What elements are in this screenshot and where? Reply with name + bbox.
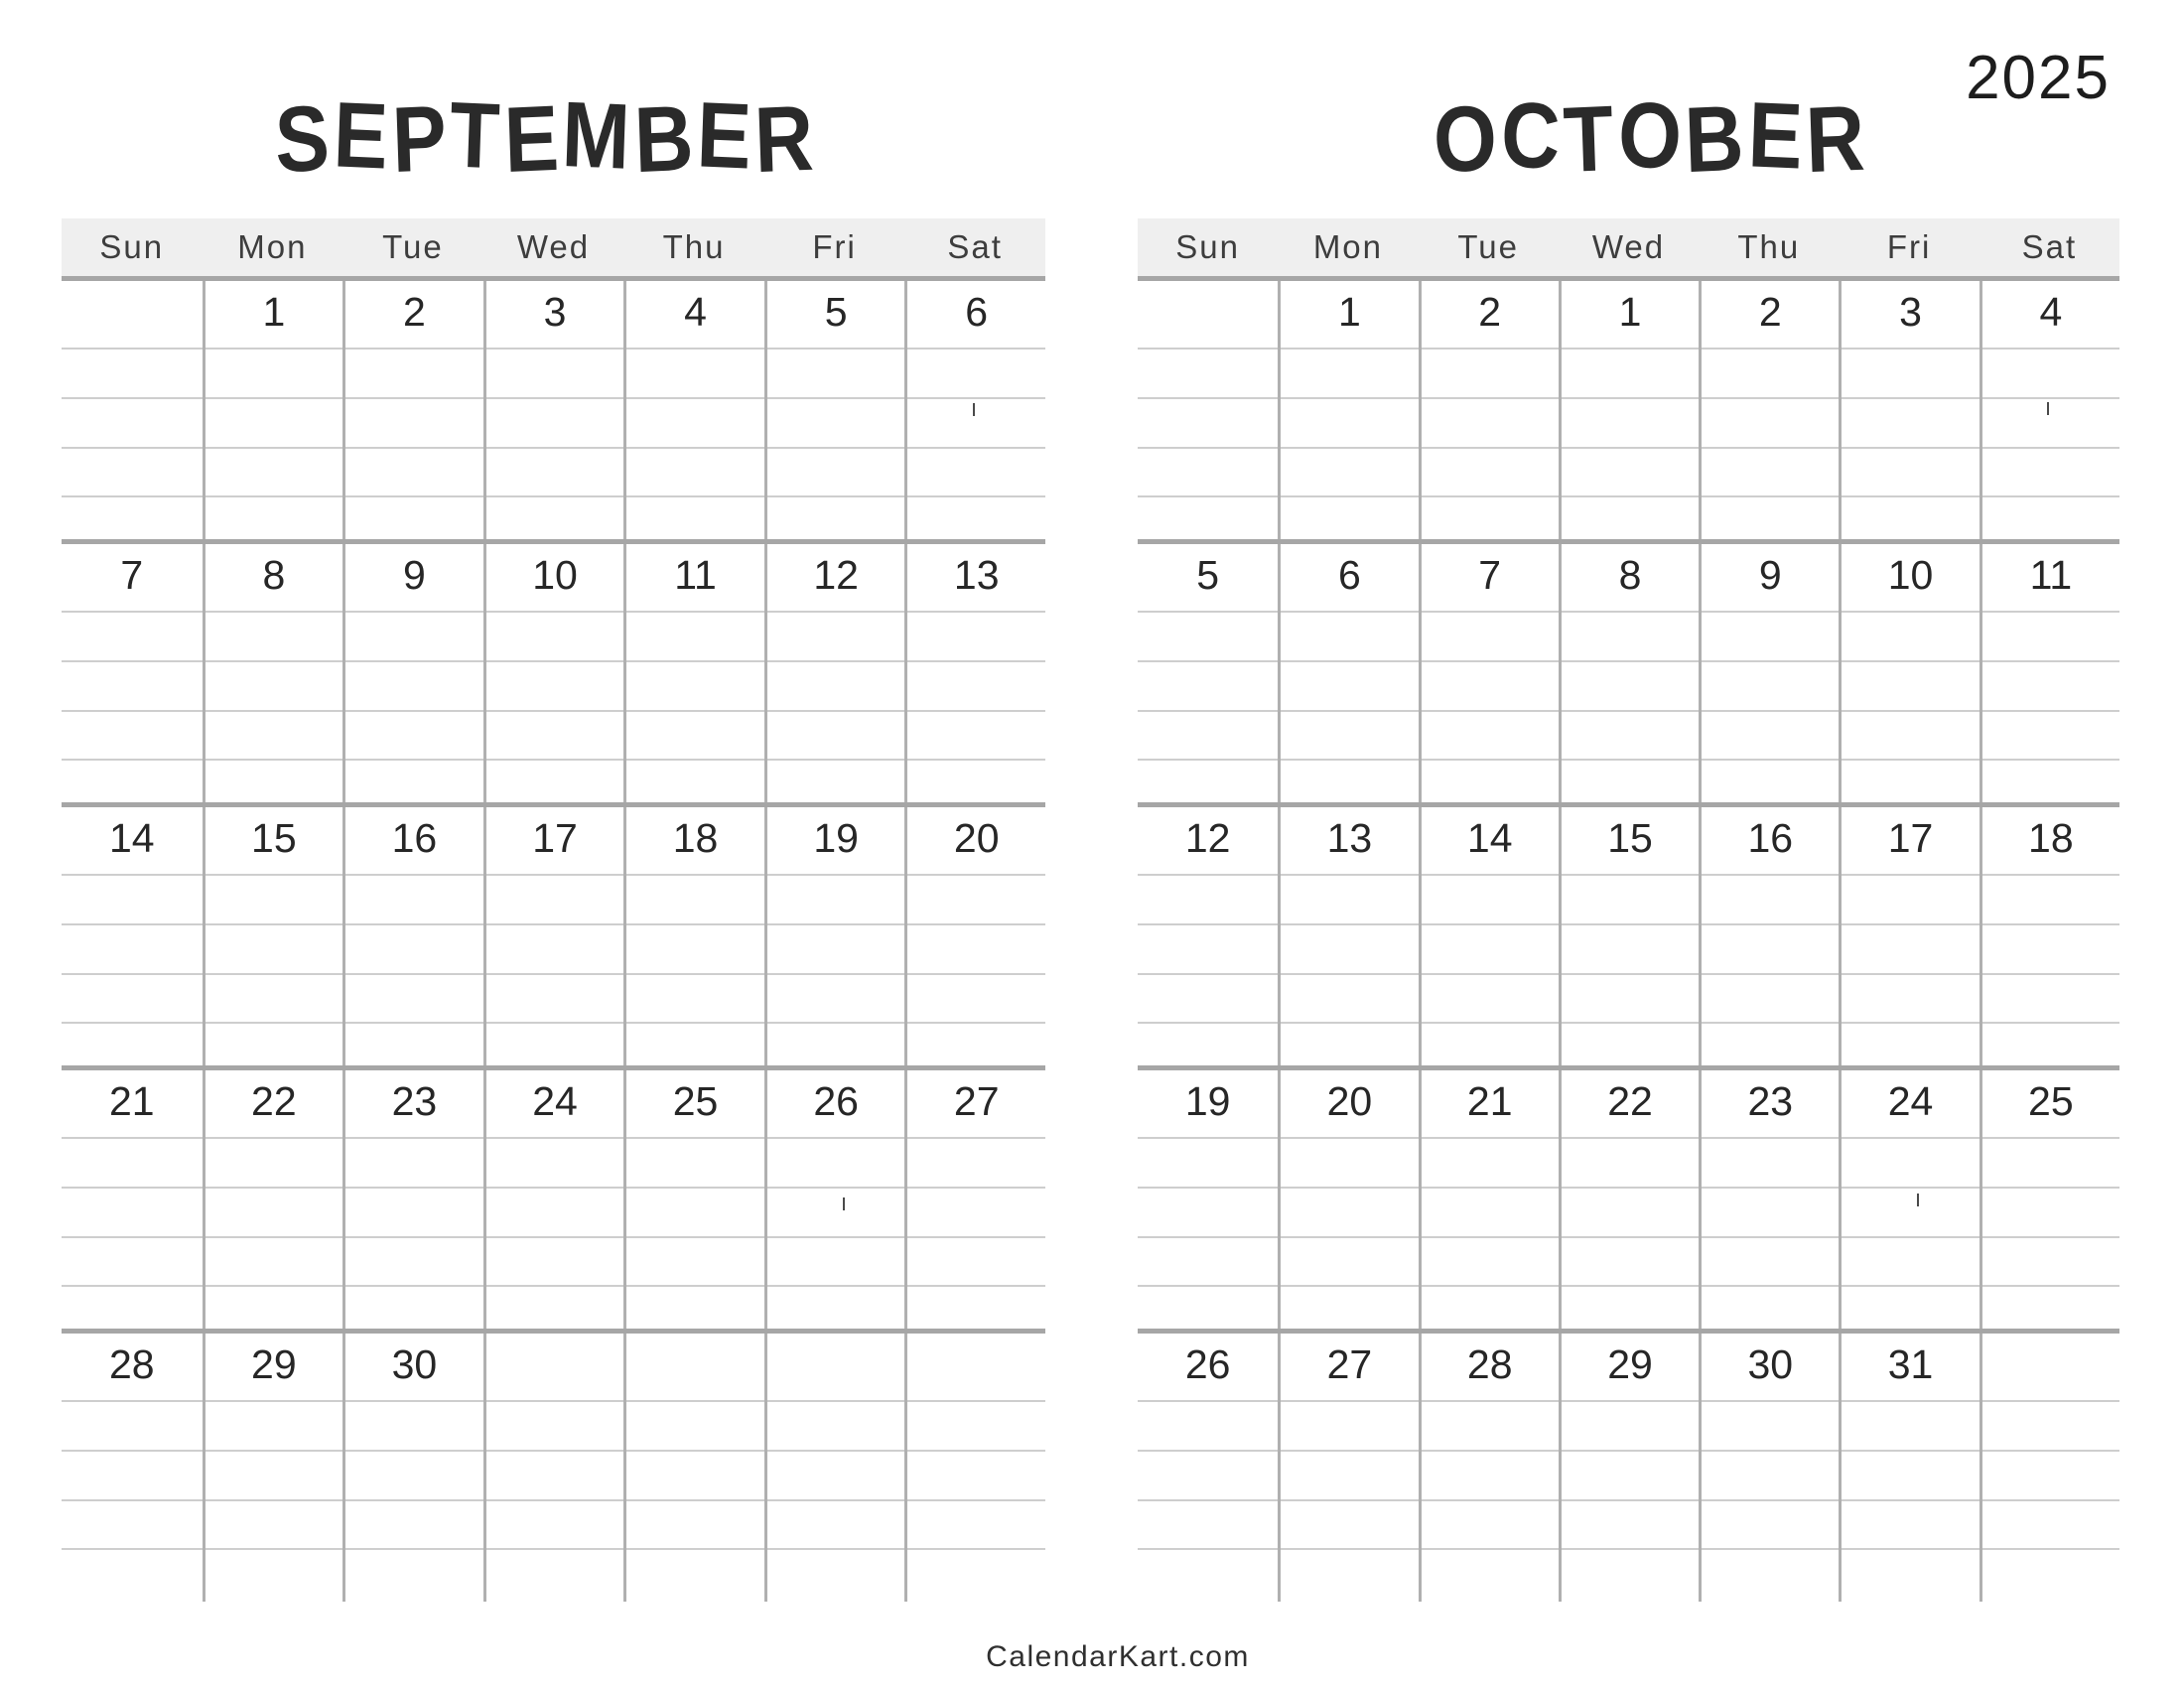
day-cell	[904, 807, 1045, 1065]
date-number: 3	[1899, 289, 1922, 335]
date-number: 9	[1758, 552, 1782, 598]
day-cell	[342, 1070, 483, 1329]
stray-tick-mark	[1917, 1194, 1919, 1206]
week-cells	[1138, 544, 2119, 802]
date-number: 21	[108, 1078, 155, 1124]
day-cell	[62, 1070, 203, 1329]
day-of-week-label: Tue	[382, 228, 444, 265]
week-cells	[62, 544, 1045, 802]
day-cell	[483, 1070, 624, 1329]
date-number: 3	[543, 289, 567, 335]
day-cell	[203, 1334, 343, 1602]
date-number: 11	[674, 552, 717, 598]
week-cells	[1138, 1334, 2119, 1602]
day-cell	[203, 807, 343, 1065]
day-cell	[1839, 807, 1979, 1065]
date-number: 30	[391, 1341, 438, 1387]
day-of-week-label: Sun	[1175, 228, 1240, 265]
date-number: 23	[391, 1078, 438, 1124]
date-number: 1	[1338, 289, 1361, 335]
day-cell	[904, 1070, 1045, 1329]
date-number	[1138, 281, 1278, 292]
date-number	[767, 1334, 905, 1344]
date-number: 14	[108, 815, 155, 861]
site-credit: CalendarKart.com	[986, 1640, 1250, 1673]
day-of-week-label: Wed	[516, 228, 591, 265]
date-number: 6	[965, 289, 989, 335]
date-number: 12	[1184, 815, 1231, 861]
day-cell	[203, 1070, 343, 1329]
stray-tick-mark	[973, 403, 975, 416]
day-of-week-label: Sat	[2021, 228, 2078, 265]
day-cell	[342, 807, 483, 1065]
day-cell	[1839, 281, 1979, 539]
date-number	[62, 281, 203, 292]
month-title-letter: R	[752, 86, 820, 193]
day-cell	[1559, 281, 1699, 539]
day-cell	[1138, 281, 1278, 539]
day-cell	[1699, 807, 1839, 1065]
date-number: 27	[1326, 1341, 1373, 1387]
date-number: 1	[262, 289, 286, 335]
date-number: 17	[532, 815, 578, 861]
day-cell	[1559, 544, 1699, 802]
week-row	[62, 276, 1045, 539]
date-number: 17	[1887, 815, 1934, 861]
week-cells	[1138, 1070, 2119, 1329]
day-cell	[1138, 807, 1278, 1065]
day-cell	[904, 544, 1045, 802]
day-cell	[1138, 1070, 1278, 1329]
day-of-week-label: Mon	[237, 228, 308, 265]
day-cell	[62, 807, 203, 1065]
month-title-letter: E	[501, 86, 564, 193]
day-cell	[1559, 1070, 1699, 1329]
year-label: 2025	[1966, 44, 2111, 112]
day-cell	[1699, 544, 1839, 802]
date-number: 24	[532, 1078, 578, 1124]
month-grid	[62, 276, 1045, 1602]
date-number: 28	[1466, 1341, 1513, 1387]
date-number: 22	[251, 1078, 297, 1124]
week-cells	[1138, 807, 2119, 1065]
day-of-week-label: Wed	[1591, 228, 1666, 265]
stray-tick-mark	[2047, 402, 2049, 415]
date-number: 25	[2028, 1078, 2074, 1124]
day-cell	[1419, 544, 1559, 802]
date-number: 1	[1618, 289, 1642, 335]
date-number: 8	[262, 552, 286, 598]
date-number	[1982, 1334, 2119, 1344]
date-number: 4	[684, 289, 707, 335]
day-cell	[483, 281, 624, 539]
week-cells	[62, 281, 1045, 539]
day-cell	[764, 807, 905, 1065]
date-number: 27	[953, 1078, 1000, 1124]
week-row	[1138, 802, 2119, 1065]
day-cell	[1979, 807, 2119, 1065]
month-title-letter: E	[332, 83, 394, 190]
date-number: 4	[2039, 289, 2063, 335]
day-cell	[62, 544, 203, 802]
month-title-letter: P	[390, 86, 453, 193]
day-cell	[1278, 807, 1418, 1065]
week-row	[1138, 276, 2119, 539]
month-title-letter: B	[1683, 86, 1750, 193]
month-title-letter: B	[631, 86, 699, 193]
week-row	[62, 539, 1045, 802]
month-title-letter: T	[1562, 86, 1620, 193]
date-number: 26	[1184, 1341, 1231, 1387]
date-number: 22	[1607, 1078, 1653, 1124]
day-of-week-label: Fri	[812, 228, 857, 265]
day-cell	[1979, 1334, 2119, 1602]
day-cell	[1278, 1334, 1418, 1602]
day-cell	[764, 1070, 905, 1329]
day-cell	[483, 1334, 624, 1602]
day-of-week-label: Sun	[99, 228, 165, 265]
day-cell	[1278, 544, 1418, 802]
day-cell	[203, 281, 343, 539]
date-number: 28	[108, 1341, 155, 1387]
date-number: 21	[1466, 1078, 1513, 1124]
date-number	[626, 1334, 764, 1344]
day-cell	[342, 544, 483, 802]
week-cells	[62, 807, 1045, 1065]
day-cell	[1979, 281, 2119, 539]
stray-tick-mark	[843, 1197, 845, 1210]
month-title-letter: S	[273, 86, 336, 193]
date-number: 9	[403, 552, 426, 598]
date-number: 20	[953, 815, 1000, 861]
day-cell	[623, 807, 764, 1065]
date-number: 19	[813, 815, 859, 861]
date-number: 14	[1466, 815, 1513, 861]
date-number: 12	[813, 552, 859, 598]
day-cell	[203, 544, 343, 802]
week-cells	[1138, 281, 2119, 539]
date-number: 5	[824, 289, 848, 335]
day-of-week-label: Fri	[1886, 228, 1932, 265]
month-title-letter: T	[448, 83, 506, 190]
day-of-week-label: Tue	[1457, 228, 1520, 265]
date-number: 15	[1607, 815, 1653, 861]
date-number: 13	[953, 552, 1000, 598]
date-number: 16	[391, 815, 438, 861]
date-number	[907, 1334, 1045, 1344]
date-number: 29	[251, 1341, 297, 1387]
day-of-week-label: Thu	[662, 228, 726, 265]
date-number: 30	[1747, 1341, 1794, 1387]
day-cell	[1699, 1070, 1839, 1329]
day-cell	[62, 281, 203, 539]
month-title	[1183, 80, 2119, 199]
day-of-week-label: Mon	[1312, 228, 1384, 265]
day-of-week-header	[62, 218, 1045, 276]
month-grid	[1138, 276, 2119, 1602]
day-cell	[1419, 1334, 1559, 1602]
day-cell	[342, 281, 483, 539]
day-cell	[1839, 1334, 1979, 1602]
day-cell	[1979, 1070, 2119, 1329]
day-cell	[764, 1334, 905, 1602]
week-row	[1138, 1329, 2119, 1602]
week-cells	[62, 1334, 1045, 1602]
day-cell	[342, 1334, 483, 1602]
week-row	[62, 802, 1045, 1065]
date-number: 24	[1887, 1078, 1934, 1124]
day-cell	[1839, 544, 1979, 802]
day-of-week-label: Sat	[947, 228, 1003, 265]
week-row	[1138, 539, 2119, 802]
week-row	[62, 1329, 1045, 1602]
day-cell	[764, 544, 905, 802]
day-cell	[1699, 281, 1839, 539]
day-cell	[623, 544, 764, 802]
date-number: 15	[251, 815, 297, 861]
date-number: 26	[813, 1078, 859, 1124]
date-number: 18	[2028, 815, 2074, 861]
week-cells	[62, 1070, 1045, 1329]
month-title-letter: O	[1432, 86, 1504, 193]
date-number: 18	[672, 815, 719, 861]
date-number: 7	[1478, 552, 1502, 598]
day-of-week-header	[1138, 218, 2119, 276]
date-number: 10	[532, 552, 578, 598]
day-cell	[1559, 807, 1699, 1065]
date-number: 16	[1747, 815, 1794, 861]
month-title-letter: E	[1745, 83, 1809, 190]
month-title	[48, 80, 1045, 199]
date-number: 13	[1326, 815, 1373, 861]
day-cell	[1699, 1334, 1839, 1602]
date-number: 6	[1338, 552, 1361, 598]
date-number: 29	[1607, 1341, 1653, 1387]
month-title-letter: R	[1804, 86, 1871, 193]
month-title-letter: C	[1499, 82, 1567, 190]
date-number: 10	[1887, 552, 1934, 598]
day-cell	[1979, 544, 2119, 802]
day-cell	[623, 1070, 764, 1329]
date-number: 2	[403, 289, 426, 335]
day-cell	[1278, 1070, 1418, 1329]
day-cell	[904, 281, 1045, 539]
date-number: 25	[672, 1078, 719, 1124]
date-number: 8	[1618, 552, 1642, 598]
day-cell	[483, 807, 624, 1065]
date-number: 11	[2029, 552, 2073, 598]
day-cell	[623, 281, 764, 539]
day-cell	[62, 1334, 203, 1602]
day-cell	[1559, 1334, 1699, 1602]
date-number	[486, 1334, 624, 1344]
day-cell	[1138, 544, 1278, 802]
day-cell	[1138, 1334, 1278, 1602]
day-cell	[764, 281, 905, 539]
date-number: 31	[1887, 1341, 1934, 1387]
date-number: 20	[1326, 1078, 1373, 1124]
day-cell	[1419, 807, 1559, 1065]
day-of-week-label: Thu	[1737, 228, 1801, 265]
month-title-letter: E	[695, 83, 757, 190]
date-number: 5	[1196, 552, 1220, 598]
week-row	[62, 1065, 1045, 1329]
date-number: 7	[120, 552, 144, 598]
day-cell	[1839, 1070, 1979, 1329]
month-title-letter: O	[1615, 82, 1688, 190]
day-cell	[1419, 281, 1559, 539]
date-number: 2	[1478, 289, 1502, 335]
day-cell	[1278, 281, 1418, 539]
month-title-letter: M	[560, 82, 636, 190]
day-cell	[623, 1334, 764, 1602]
day-cell	[904, 1334, 1045, 1602]
date-number: 2	[1758, 289, 1782, 335]
date-number: 23	[1747, 1078, 1794, 1124]
day-cell	[483, 544, 624, 802]
day-cell	[1419, 1070, 1559, 1329]
date-number: 19	[1184, 1078, 1231, 1124]
week-row	[1138, 1065, 2119, 1329]
